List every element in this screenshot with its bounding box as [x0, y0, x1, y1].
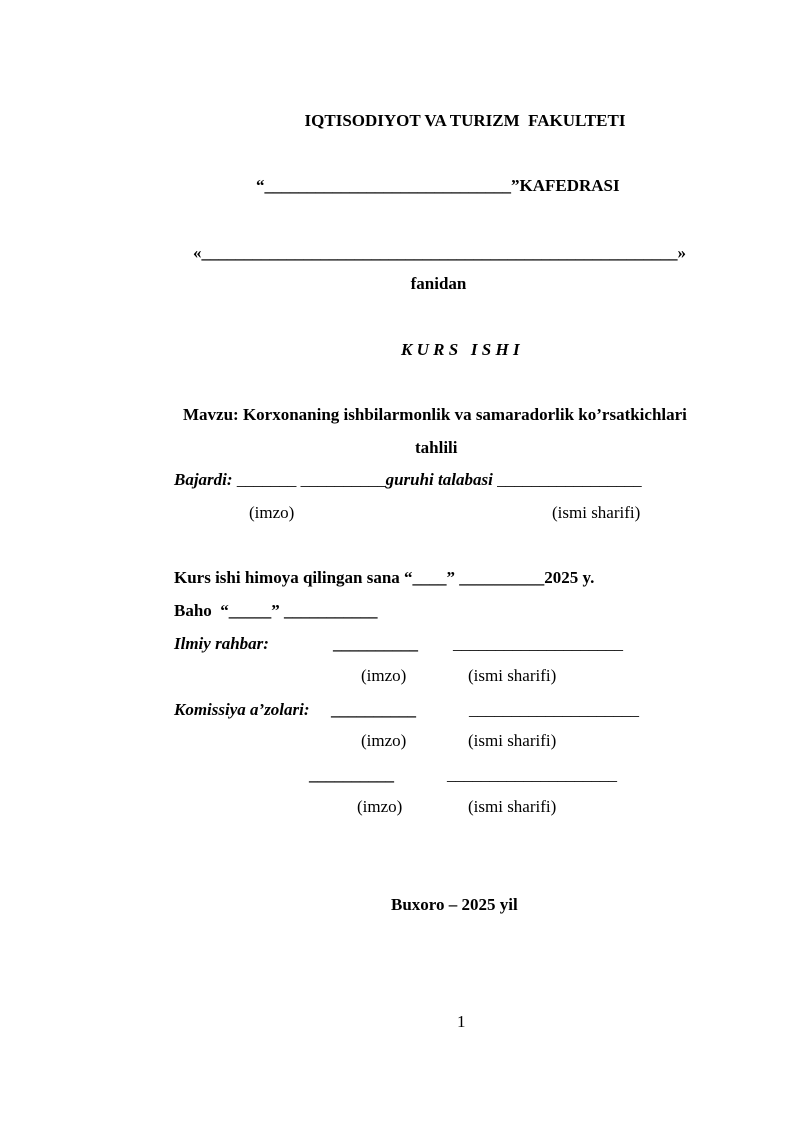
topic-line-1: Mavzu: Korxonaning ishbilarmonlik va samaradorlik ko’rsatkichlari	[183, 405, 687, 424]
bajardi-caption-name: (ismi sharifi)	[552, 503, 641, 522]
commission-member2-name-blank: ____________________	[447, 765, 617, 784]
supervisor-label: Ilmiy rahbar:	[174, 634, 269, 653]
commission-label: Komissiya a’zolari:	[174, 700, 310, 719]
fanidan-label: fanidan	[410, 274, 467, 293]
defense-date-line: Kurs ishi himoya qilingan sana “____” __________2025 y.	[174, 568, 595, 587]
commission-member1-caption-name: (ismi sharifi)	[468, 731, 557, 750]
grade-line: Baho “_____” ___________	[174, 601, 378, 620]
topic-line-2: tahlili	[415, 438, 458, 457]
commission-member2-caption-name: (ismi sharifi)	[468, 797, 557, 816]
group-label: guruhi talabasi	[385, 470, 493, 489]
page-number: 1	[457, 1012, 466, 1031]
subject-line	[193, 243, 686, 263]
supervisor-caption-sign: (imzo)	[361, 666, 407, 685]
commission-member2-sign-blank: __________	[309, 765, 394, 784]
open-quote: «	[193, 243, 202, 262]
bajardi-sign-blank: _______	[236, 470, 297, 489]
commission-member1-caption-sign: (imzo)	[361, 731, 407, 750]
bajardi-line	[174, 470, 642, 490]
commission-member1-sign-blank: __________	[331, 700, 416, 719]
subject-blank: ________________________________________________________	[201, 243, 678, 262]
faculty-title: IQTISODIYOT VA TURIZM FAKULTETI	[304, 111, 626, 130]
department-line	[256, 176, 620, 196]
bajardi-name-blank: _________________	[497, 470, 642, 489]
open-quote: “	[256, 176, 265, 195]
department-label: ”KAFEDRASI	[511, 176, 620, 195]
supervisor-caption-name: (ismi sharifi)	[468, 666, 557, 685]
work-type-title: K U R S I S H I	[401, 340, 520, 359]
supervisor-sign-blank: __________	[333, 634, 418, 653]
commission-member2-caption-sign: (imzo)	[357, 797, 403, 816]
bajardi-label: Bajardi:	[174, 470, 233, 489]
close-quote: »	[677, 243, 686, 262]
commission-member1-name-blank: ____________________	[469, 700, 639, 719]
supervisor-name-blank: ____________________	[453, 634, 623, 653]
city-year: Buxoro – 2025 yil	[391, 895, 518, 914]
bajardi-caption-sign: (imzo)	[249, 503, 295, 522]
department-blank: _____________________________	[264, 176, 511, 195]
bajardi-group-blank: __________	[300, 470, 386, 489]
